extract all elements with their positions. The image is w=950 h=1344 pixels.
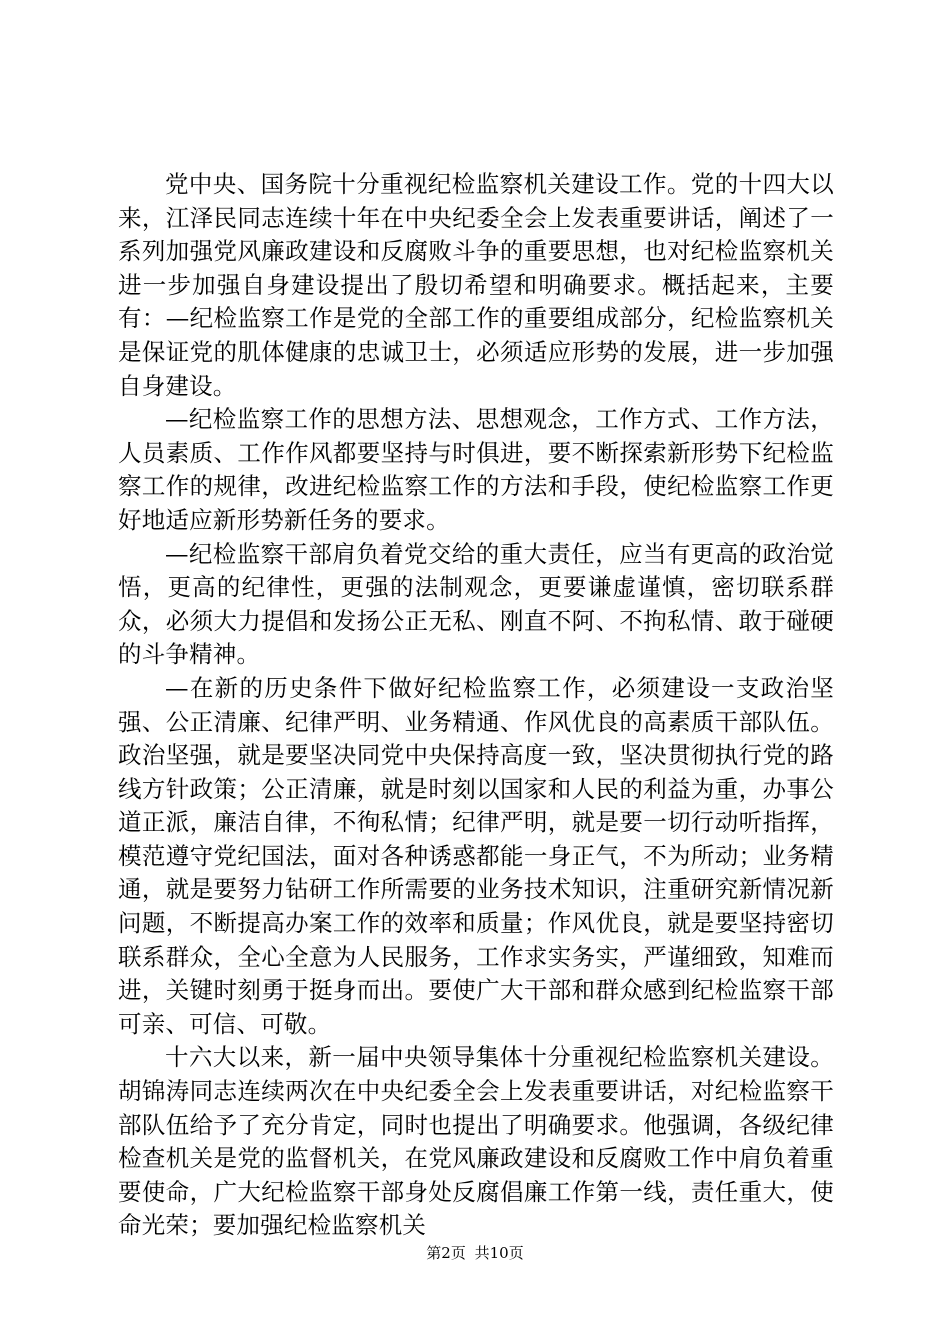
paragraph-1: 党中央、国务院十分重视纪检监察机关建设工作。党的十四大以来，江泽民同志连续十年在中央纪委全会上发表重要讲话，阐述了一系列加强党风廉政建设和反腐败斗争的重要思想，也对纪检监察机关进一步加强自身建设提出了殷切希望和明确要求。概括起来，主要有：—纪检监察工作是党的全部工作的重要组成部分，纪检监察机关是保证党的肌体健康的忠诚卫士，必须适应形势的发展，进一步加强自身建设。 — [118, 170, 834, 400]
page-footer — [0, 1243, 950, 1263]
page-number: 第2页 — [426, 1244, 466, 1262]
page-total: 共10页 — [474, 1244, 524, 1262]
paragraph-3: —纪检监察干部肩负着党交给的重大责任，应当有更高的政治觉悟，更高的纪律性，更强的法制观念，更要谦虚谨慎，密切联系群众，必须大力提倡和发扬公正无私、刚直不阿、不拘私情、敢于碰硬的斗争精神。 — [118, 539, 834, 669]
paragraph-2: —纪检监察工作的思想方法、思想观念，工作方式、工作方法，人员素质、工作作风都要坚持与时俱进，要不断探索新形势下纪检监察工作的规律，改进纪检监察工作的方法和手段，使纪检监察工作更好地适应新形势新任务的要求。 — [118, 405, 834, 534]
paragraph-5: 十六大以来，新一届中央领导集体十分重视纪检监察机关建设。胡锦涛同志连续两次在中央纪委全会上发表重要讲话，对纪检监察干部队伍给予了充分肯定，同时也提出了明确要求。他强调，各级纪律检查机关是党的监督机关，在党风廉政建设和反腐败工作中肩负着重要使命，广大纪检监察干部身处反腐倡廉工作第一线，责任重大，使命光荣；要加强纪检监察机关 — [118, 1043, 834, 1240]
document-body — [118, 168, 834, 1243]
paragraph-4: —在新的历史条件下做好纪检监察工作，必须建设一支政治坚强、公正清廉、纪律严明、业务精通、作风优良的高素质干部队伍。政治坚强，就是要坚决同党中央保持高度一致，坚决贯彻执行党的路线方针政策；公正清廉，就是时刻以国家和人民的利益为重，办事公道正派，廉洁自律，不徇私情；纪律严明，就是要一切行动听指挥，模范遵守党纪国法，面对各种诱惑都能一身正气，不为所动；业务精通，就是要努力钻研工作所需要的业务技术知识，注重研究新情况新问题，不断提高办案工作的效率和质量；作风优良，就是要坚持密切联系群众，全心全意为人民服务，工作求实务实，严谨细致，知难而进，关键时刻勇于挺身而出。要使广大干部和群众感到纪检监察干部可亲、可信、可敬。 — [118, 673, 834, 1038]
